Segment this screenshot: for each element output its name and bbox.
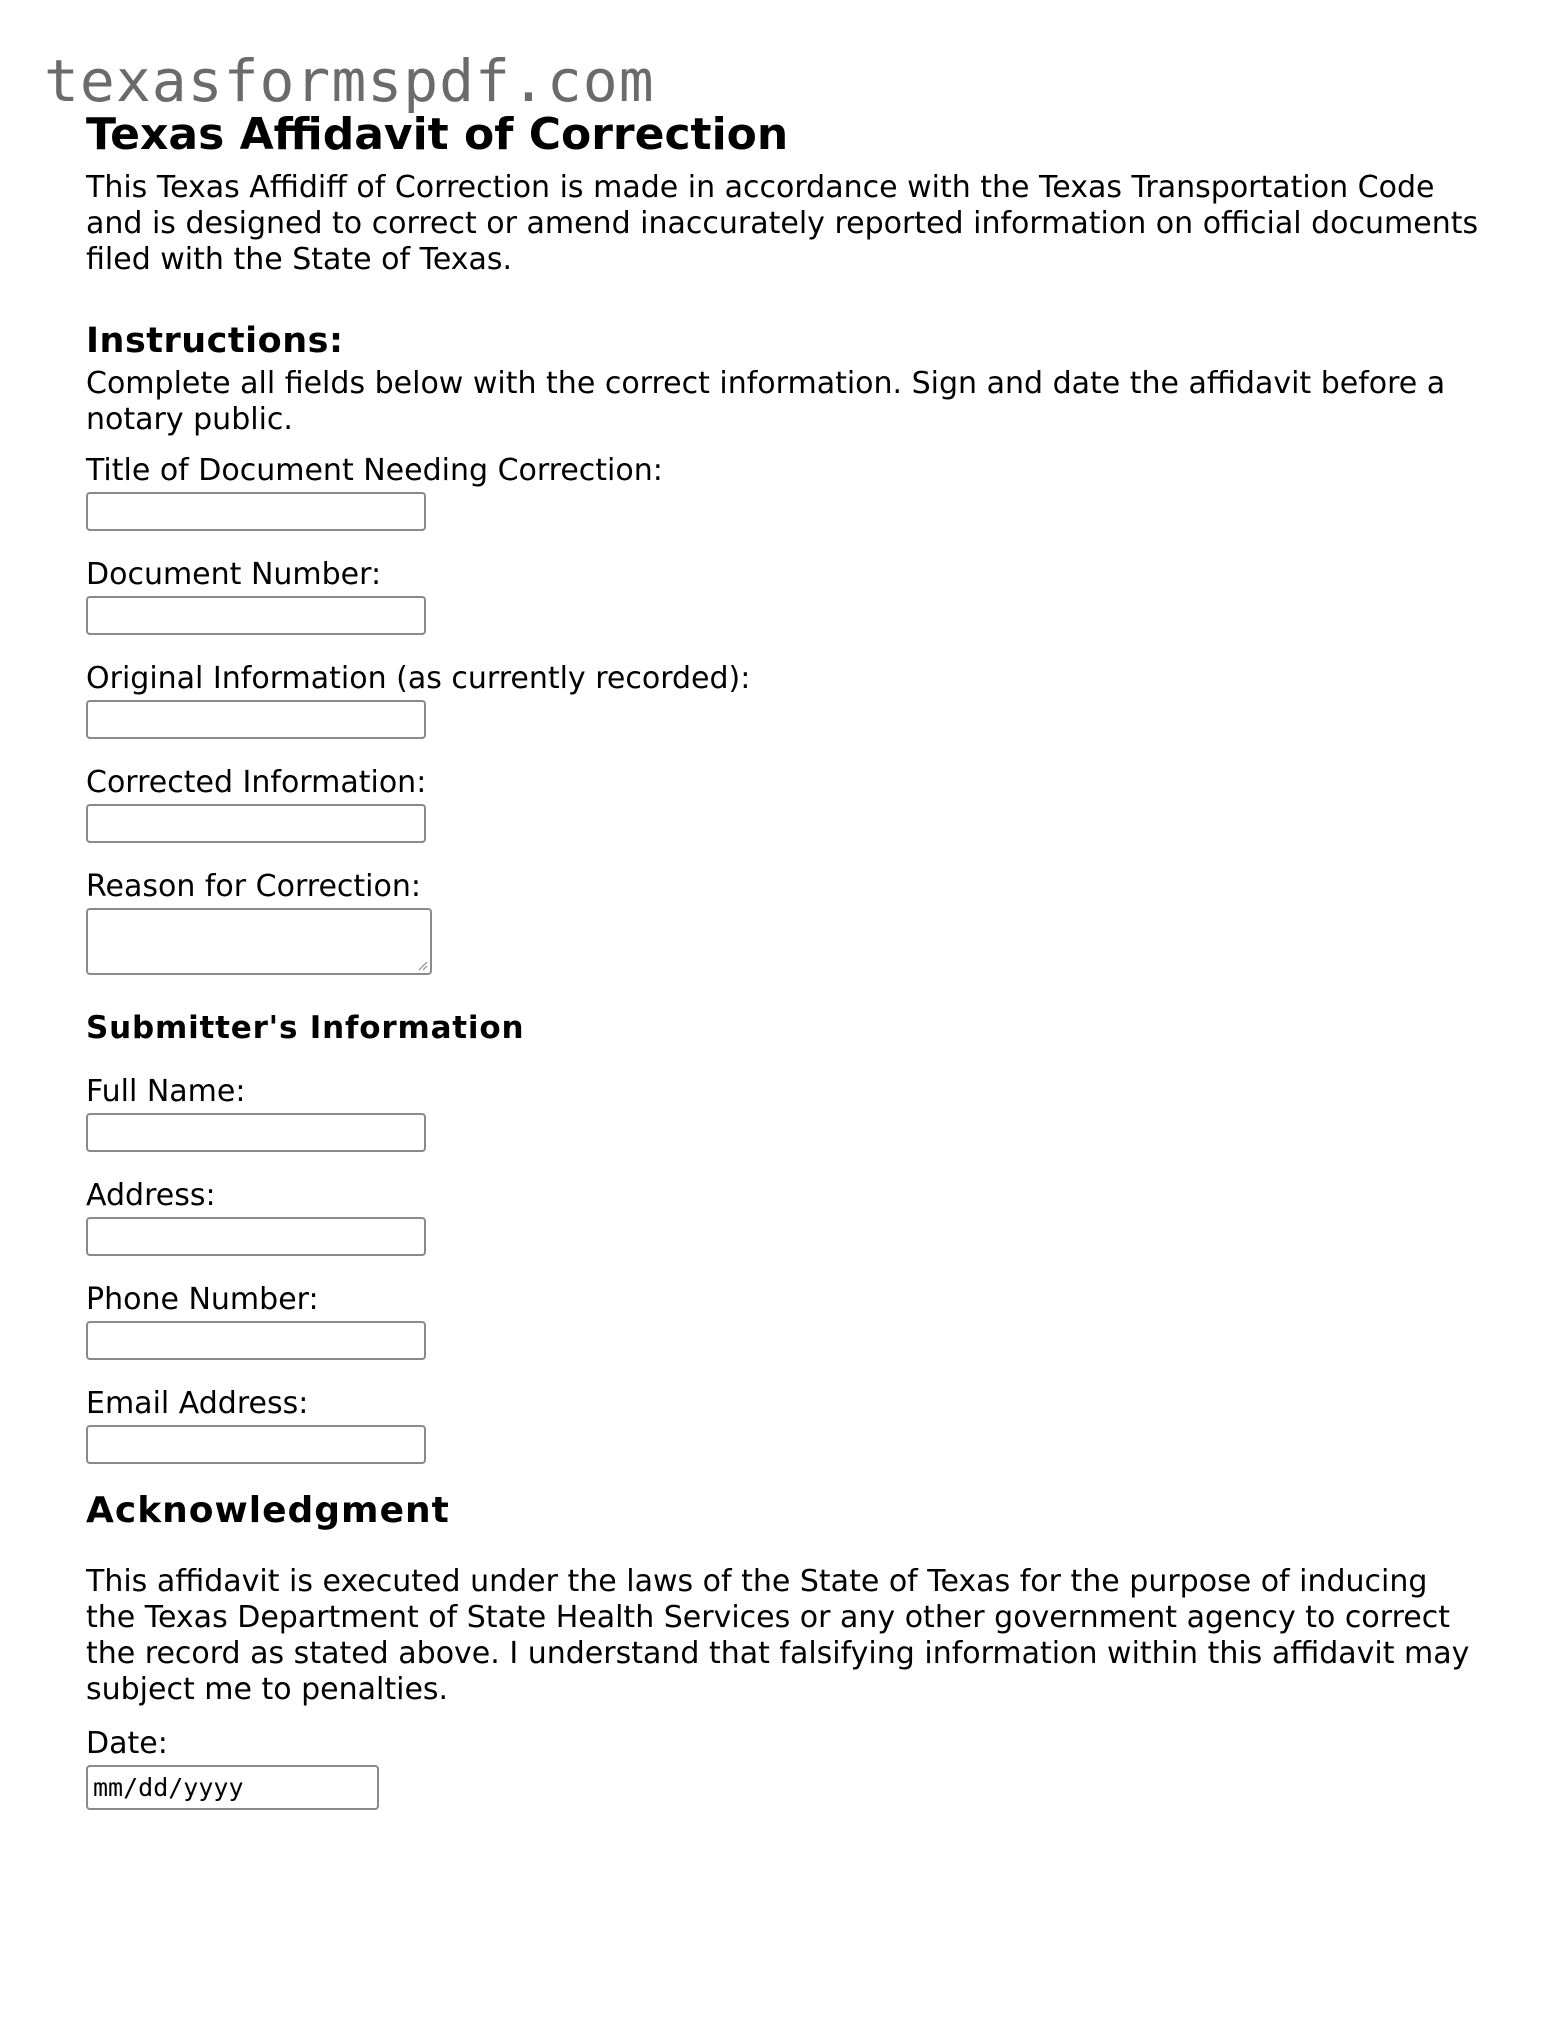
- phone-field: [86, 1282, 1486, 1360]
- reason-label: Reason for Correction:: [86, 869, 421, 904]
- original-information-label: Original Information (as currently recorded):: [86, 661, 751, 696]
- acknowledgment-text: This affidavit is executed under the laws of the State of Texas for the purpose of inducing the Texas Department of State Health Services or any other government agency to correct the record as stated above. I understand that falsifying information within this affidavit may subject me to penalties.: [86, 1564, 1470, 1707]
- resize-grip-icon[interactable]: [416, 959, 428, 971]
- phone-label: Phone Number:: [86, 1282, 319, 1317]
- intro-paragraph: This Texas Affidiff of Correction is made in accordance with the Texas Transportation Code and is designed to correct or amend inaccurately reported information on official documents filed with the State of Texas.: [86, 170, 1479, 277]
- corrected-information-field: [86, 765, 1486, 843]
- date-input[interactable]: mm/dd/yyyy: [86, 1765, 379, 1810]
- page-title: Texas Affidavit of Correction: [86, 109, 789, 160]
- full-name-input[interactable]: [86, 1113, 426, 1152]
- document-number-input[interactable]: [86, 596, 426, 635]
- submitter-heading: Submitter's Information: [86, 1010, 525, 1046]
- instructions-text: Complete all fields below with the correct information. Sign and date the affidavit before a notary public.: [86, 366, 1446, 437]
- date-label: Date:: [86, 1726, 168, 1761]
- document-number-field: [86, 557, 1486, 635]
- corrected-information-label: Corrected Information:: [86, 765, 427, 800]
- corrected-information-input[interactable]: [86, 804, 426, 843]
- affidavit-form: [86, 100, 1486, 1810]
- instructions-heading: Instructions:: [86, 321, 344, 361]
- document-title-field: [86, 453, 1486, 531]
- reason-textarea[interactable]: [86, 908, 432, 975]
- date-field: [86, 1726, 1486, 1810]
- watermark: texasformspdf.com: [44, 47, 655, 115]
- original-information-field: [86, 661, 1486, 739]
- email-label: Email Address:: [86, 1386, 309, 1421]
- address-field: [86, 1178, 1486, 1256]
- phone-input[interactable]: [86, 1321, 426, 1360]
- full-name-field: [86, 1074, 1486, 1152]
- document-title-input[interactable]: [86, 492, 426, 531]
- acknowledgment-heading: Acknowledgment: [86, 1490, 450, 1531]
- full-name-label: Full Name:: [86, 1074, 246, 1109]
- email-field: [86, 1386, 1486, 1464]
- document-title-label: Title of Document Needing Correction:: [86, 453, 663, 488]
- address-input[interactable]: [86, 1217, 426, 1256]
- email-input[interactable]: [86, 1425, 426, 1464]
- address-label: Address:: [86, 1178, 216, 1213]
- document-number-label: Document Number:: [86, 557, 382, 592]
- original-information-input[interactable]: [86, 700, 426, 739]
- reason-field: [86, 869, 1486, 975]
